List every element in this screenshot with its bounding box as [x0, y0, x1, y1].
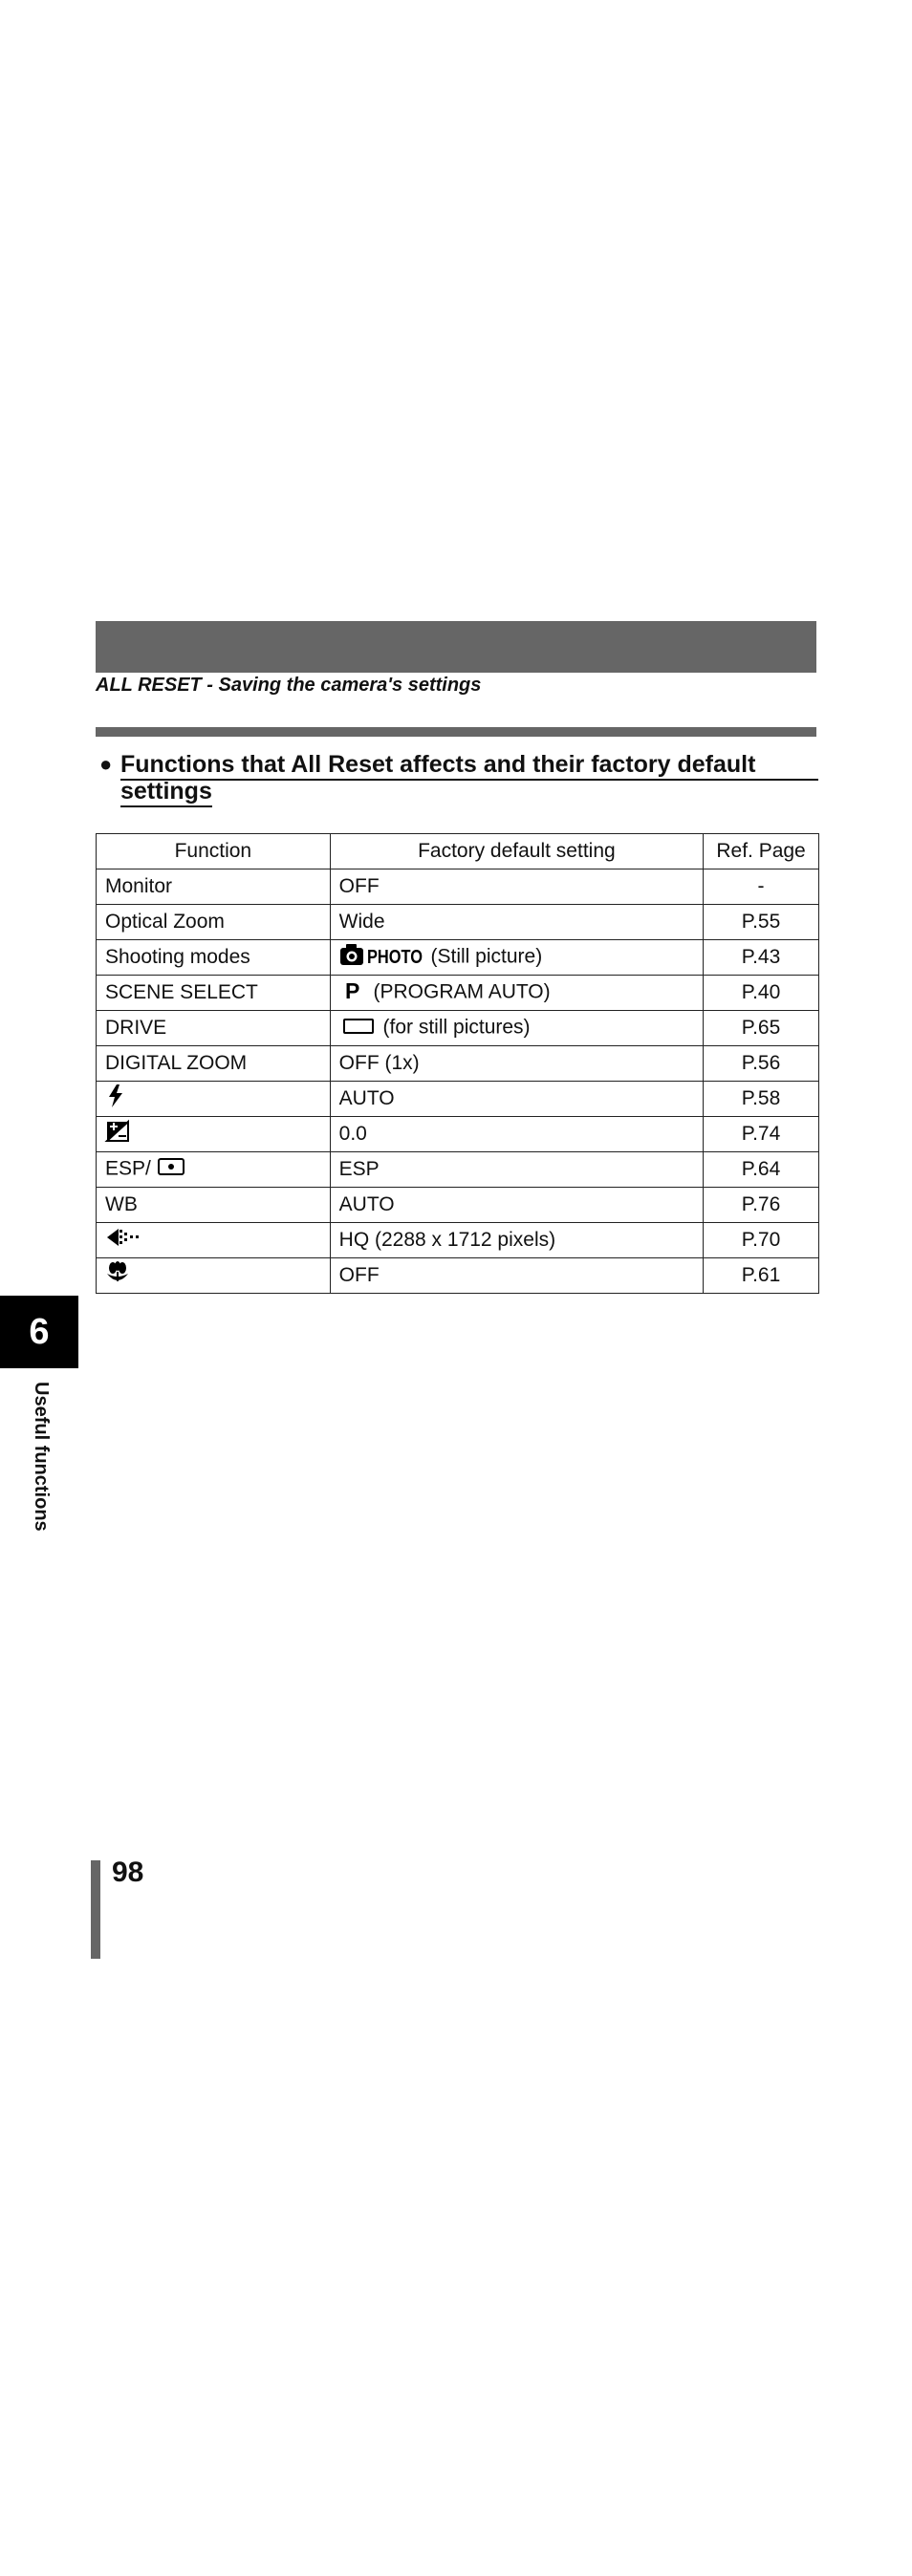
heading-line-2: settings: [120, 778, 212, 807]
table-row: [97, 905, 819, 940]
flash-icon: [105, 1084, 126, 1114]
table-row: [97, 1152, 819, 1188]
function-cell: Monitor: [97, 869, 331, 905]
ref-cell: P.61: [704, 1258, 819, 1294]
table-row: [97, 976, 819, 1011]
function-cell: SCENE SELECT: [97, 976, 331, 1011]
page-number: 98: [112, 1857, 144, 1888]
bullet-icon: ●: [99, 752, 113, 776]
function-cell: Shooting modes: [97, 940, 331, 976]
program-p-icon: [339, 978, 368, 1007]
ref-cell: P.64: [704, 1152, 819, 1188]
ref-cell: P.58: [704, 1082, 819, 1117]
function-cell: Optical Zoom: [97, 905, 331, 940]
section-subtitle: ALL RESET - Saving the camera's settings: [96, 675, 482, 696]
record-mode-icon: [105, 1226, 141, 1255]
table-row: [97, 940, 819, 976]
setting-cell: AUTO: [330, 1082, 703, 1117]
setting-cell: ESP: [330, 1152, 703, 1188]
ref-cell: P.65: [704, 1011, 819, 1046]
table-row: [97, 1046, 819, 1082]
column-header-ref: Ref. Page: [704, 834, 819, 869]
function-cell: [97, 1258, 331, 1294]
ref-cell: P.40: [704, 976, 819, 1011]
setting-cell: [330, 976, 703, 1011]
table-row: [97, 1117, 819, 1152]
header-band: [96, 621, 816, 673]
table-row: [97, 1082, 819, 1117]
table-row: [97, 1258, 819, 1294]
setting-cell: [330, 1011, 703, 1046]
setting-text: (for still pictures): [382, 1016, 531, 1039]
page-number-bar: [91, 1860, 100, 1959]
table-row: [97, 1188, 819, 1223]
table-row: [97, 1011, 819, 1046]
table-row: [97, 1223, 819, 1258]
chapter-tab-label: Useful functions: [31, 1382, 52, 1532]
heading-line-1: Functions that All Reset affects and their factory default: [120, 751, 818, 781]
function-cell: WB: [97, 1188, 331, 1223]
divider-rule: [96, 727, 816, 737]
function-cell: DRIVE: [97, 1011, 331, 1046]
macro-flower-icon: [105, 1260, 130, 1291]
spot-metering-icon: [157, 1156, 185, 1183]
function-cell: [97, 1152, 331, 1188]
chapter-tab-number: 6: [0, 1296, 78, 1368]
ref-cell: P.74: [704, 1117, 819, 1152]
ref-cell: P.56: [704, 1046, 819, 1082]
ref-cell: P.70: [704, 1223, 819, 1258]
ref-cell: P.43: [704, 940, 819, 976]
factory-defaults-table: [96, 833, 819, 1294]
setting-cell: OFF: [330, 1258, 703, 1294]
single-frame-icon: [339, 1015, 378, 1041]
setting-text: (PROGRAM AUTO): [373, 980, 551, 1003]
setting-cell: HQ (2288 x 1712 pixels): [330, 1223, 703, 1258]
setting-cell: 0.0: [330, 1117, 703, 1152]
function-cell: [97, 1082, 331, 1117]
camera-photo-icon: [339, 943, 425, 972]
setting-cell: Wide: [330, 905, 703, 940]
ref-cell: P.76: [704, 1188, 819, 1223]
column-header-function: Function: [97, 834, 331, 869]
table-row: [97, 869, 819, 905]
exposure-compensation-icon: [105, 1120, 130, 1148]
setting-cell: AUTO: [330, 1188, 703, 1223]
photo-icon-text: PHOTO: [366, 947, 423, 968]
ref-cell: P.55: [704, 905, 819, 940]
setting-text: (Still picture): [430, 945, 543, 968]
function-text: ESP/: [105, 1157, 151, 1180]
program-icon-text: P: [344, 978, 360, 1003]
function-cell: DIGITAL ZOOM: [97, 1046, 331, 1082]
setting-cell: OFF (1x): [330, 1046, 703, 1082]
ref-cell: -: [704, 869, 819, 905]
setting-cell: OFF: [330, 869, 703, 905]
table-header-row: [97, 834, 819, 869]
column-header-setting: Factory default setting: [330, 834, 703, 869]
function-cell: [97, 1223, 331, 1258]
setting-cell: [330, 940, 703, 976]
function-cell: [97, 1117, 331, 1152]
